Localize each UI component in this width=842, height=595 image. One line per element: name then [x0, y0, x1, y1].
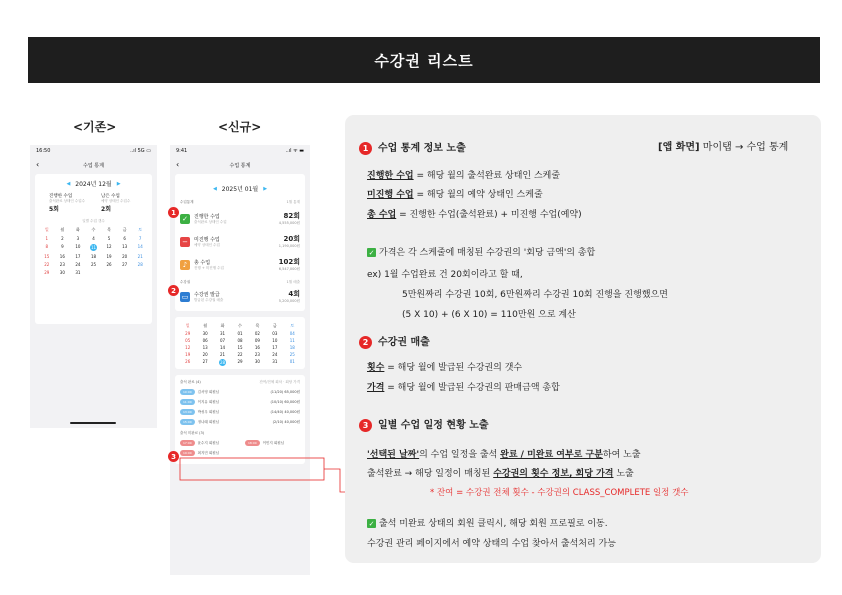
back-icon[interactable]: ‹ [36, 160, 40, 169]
calendar-day[interactable]: 15 [44, 254, 50, 259]
weekday-label: 화 [75, 227, 80, 232]
s1-example-3: (5 X 10) + (6 X 10) = 110만원 으로 계산 [402, 310, 576, 320]
calendar-day[interactable]: 13 [122, 244, 128, 249]
cal-label: 일별 수업 갯수 [82, 219, 105, 223]
check-icon: ✓ [368, 248, 375, 257]
check-icon: ✓ [180, 214, 190, 224]
schedule-row[interactable]: 11:00 이지유 회원님 (10/10) 60,000원 [175, 397, 305, 407]
ticket-icon: ▭ [181, 292, 189, 301]
s2-line-2: 가격 = 해당 월에 발급된 수강권의 판매금액 총합 [367, 383, 560, 393]
calendar-day[interactable]: 08 [237, 338, 243, 343]
s3-red-note: * 잔여 = 수강권 전체 횟수 - 수강권의 CLASS_COMPLETE 일정 갯수 [430, 488, 689, 498]
calendar-day[interactable]: 25 [90, 262, 97, 267]
calendar-day[interactable]: 23 [59, 262, 65, 267]
calendar-day[interactable]: 09 [254, 338, 260, 343]
schedule-row[interactable]: 15:00 정나래 회원님 (2/10) 40,000원 [175, 417, 305, 427]
calendar-day[interactable]: 9 [61, 244, 64, 249]
calendar-day[interactable]: 31 [75, 270, 81, 275]
calendar-day[interactable]: 20 [122, 254, 128, 259]
calendar-day[interactable]: 17 [272, 345, 278, 350]
calendar-day[interactable]: 22 [44, 262, 50, 267]
sales-row[interactable]: ▭ 수강권 발급 발급된 수강권 매출 4회 5,200,000원 [181, 290, 300, 303]
calendar-day[interactable]: 30 [202, 331, 208, 336]
calendar-day[interactable]: 07 [220, 338, 226, 343]
badge-1-icon: 1 [359, 142, 372, 155]
badge-3: 3 [168, 451, 179, 462]
status-bar: 9:41 ..ıl ᯤ ▬ [176, 148, 304, 154]
bell-icon: ♪ [180, 260, 190, 270]
calendar-day[interactable]: 28 [137, 262, 143, 267]
calendar-day[interactable]: 27 [202, 359, 208, 364]
calendar-day[interactable]: 10 [272, 338, 278, 343]
calendar-day[interactable]: 4 [92, 236, 95, 241]
pending-header: 출석 미완료 (3) [180, 431, 205, 435]
stat-row[interactable]: ♪ 총 수업 진행 + 미진행 수업 102회 6,547,000원 [175, 253, 305, 276]
calendar-day[interactable]: 2 [61, 236, 64, 241]
calendar-day[interactable]: 16 [59, 254, 65, 259]
weekday-label: 월 [60, 227, 65, 232]
calendar-day[interactable]: 21 [137, 254, 143, 259]
calendar-day[interactable]: 19 [185, 352, 191, 357]
weekday-label: 일 [44, 227, 49, 232]
weekday-label: 목 [107, 227, 111, 232]
s2-line-1: 횟수 = 해당 월에 발급된 수강권의 갯수 [367, 363, 523, 373]
page-title: 수강권 리스트 [374, 51, 474, 70]
s1-line-3: 총 수업 = 진행한 수업(출석완료) + 미진행 수업(예약) [367, 210, 582, 220]
pending-row[interactable]: 17:00 윤수지 회원님 [175, 438, 240, 448]
weekday-label: 화 [220, 323, 225, 328]
calendar-day[interactable]: 24 [272, 352, 278, 357]
status-bar: 16:50 ..ıl 5G ▭ [36, 148, 151, 154]
weekday-label: 토 [138, 227, 143, 232]
calendar-day[interactable]: 3 [76, 236, 80, 241]
prev-month-icon[interactable]: ◀ [212, 185, 217, 192]
calendar-day[interactable]: 26 [185, 359, 191, 364]
weekday-label: 월 [203, 323, 208, 328]
s1-example-1: ex) 1월 수업완료 건 20회이라고 할 때, [367, 270, 523, 280]
weekday-label: 목 [255, 323, 260, 328]
nav-bar: ‹ 수업 통계 [176, 160, 251, 169]
badge-2: 2 [168, 285, 179, 296]
s3-check: ✓ 출석 미완료 상태의 회원 클릭시, 해당 회원 프로필로 이동. [368, 519, 608, 529]
calendar-day[interactable]: 19 [106, 254, 112, 259]
weekday-label: 토 [290, 323, 295, 328]
calendar-day[interactable]: 30 [254, 359, 260, 364]
pending-row[interactable]: 18:00 이민지 회원님 [240, 438, 305, 448]
calendar-day[interactable]: 26 [106, 262, 112, 267]
section-2-title: 2 수강권 매출 [359, 333, 430, 349]
check-icon: ✓ [368, 519, 375, 528]
calendar-day[interactable]: 18 [90, 254, 97, 259]
calendar-day[interactable]: 31 [272, 359, 278, 364]
calendar-day[interactable]: 14 [220, 345, 226, 350]
calendar-day[interactable]: 18 [289, 345, 295, 350]
new-label: <신규> [218, 120, 262, 134]
stat-row[interactable]: − 미진행 수업 예약 상태인 수업 20회 1,190,000원 [175, 230, 305, 253]
app-location: [앱 화면] 마이탭 → 수업 통계 [658, 142, 789, 153]
calendar-day[interactable]: 22 [237, 352, 243, 357]
s3-line-2: 출석완료 → 해당 일정이 매칭된 수강권의 횟수 정보, 회당 가격 노출 [367, 469, 634, 479]
weekday-label: 수 [238, 323, 242, 328]
next-month-icon[interactable]: ▶ [116, 180, 121, 187]
schedule-row[interactable]: 10:00 김서영 회원님 (11/20) 65,000원 [175, 387, 305, 397]
calendar-day[interactable]: 29 [185, 331, 191, 336]
s1-line-1: 진행한 수업 = 해당 월의 출석완료 상태인 스케줄 [367, 171, 561, 181]
calendar-day[interactable]: 6 [123, 236, 126, 241]
minus-icon: − [180, 237, 190, 247]
calendar-day[interactable]: 29 [237, 359, 243, 364]
calendar-day[interactable]: 03 [272, 331, 278, 336]
month-nav: ◀ 2025년 01월 ▶ [212, 185, 268, 193]
calendar-day[interactable]: 11 [90, 245, 97, 250]
calendar-day[interactable]: 14 [137, 244, 143, 249]
calendar-day[interactable]: 1 [45, 236, 49, 241]
weekday-label: 금 [122, 227, 127, 232]
month-nav: ◀ 2024년 12월 ▶ [66, 180, 121, 188]
calendar-day[interactable]: 12 [185, 345, 191, 350]
calendar-day[interactable]: 29 [44, 270, 50, 275]
weekday-label: 금 [272, 323, 277, 328]
calendar-day[interactable]: 28 [220, 360, 226, 365]
nav-bar: ‹ 수업 통계 [36, 160, 104, 169]
calendar-day[interactable]: 17 [75, 254, 81, 259]
badge-1: 1 [168, 207, 179, 218]
calendar-day[interactable]: 30 [59, 270, 65, 275]
calendar-day[interactable]: 24 [75, 262, 81, 267]
s1-line-2: 미진행 수업 = 해당 월의 예약 상태인 스케줄 [367, 190, 543, 200]
section-3-title: 3 일별 수업 일정 현황 노출 [359, 416, 489, 432]
calendar-day[interactable]: 5 [107, 236, 111, 241]
weekday-label: 일 [185, 323, 190, 328]
stat-row[interactable]: ✓ 진행한 수업 출석완료 상태인 수업 82회 4,555,000원 [175, 207, 305, 230]
s3-line-1: '선택된 날짜'의 수업 일정을 출석 완료 / 미완료 여부로 구분하여 노출 [367, 450, 641, 460]
calendar-day[interactable]: 15 [237, 345, 243, 350]
calendar-day[interactable]: 04 [289, 331, 295, 336]
stat-header: 수업통계 1월 통계 [180, 200, 300, 204]
next-month-icon[interactable]: ▶ [263, 185, 268, 192]
calendar-day[interactable]: 12 [106, 244, 112, 249]
old-stat-done: 진행한 수업 출석완료 상태인 수업수 5회 [49, 194, 86, 213]
s3-last: 수강권 관리 페이지에서 예약 상태의 수업 찾아서 출석처리 가능 [367, 539, 616, 549]
calendar-day[interactable]: 02 [254, 331, 260, 336]
badge-3-icon: 3 [359, 419, 372, 432]
calendar-day[interactable]: 8 [45, 244, 49, 249]
calendar-day[interactable]: 27 [122, 262, 128, 267]
pending-row[interactable]: 19:00 최지민 회원님 [175, 448, 240, 458]
calendar-day[interactable]: 05 [185, 338, 191, 343]
back-icon[interactable]: ‹ [176, 160, 180, 169]
calendar-day[interactable]: 21 [220, 352, 226, 357]
done-header: 출석 완료 (4) 잔여/전체 회차 · 회당 가격 [180, 380, 300, 384]
s1-note: ✓ 가격은 각 스케줄에 매칭된 수강권의 '회당 금액'의 총합 [368, 248, 596, 258]
calendar-day[interactable]: 13 [202, 345, 208, 350]
calendar-day[interactable]: 06 [202, 338, 208, 343]
calendar-day[interactable]: 01 [237, 331, 243, 336]
calendar-day[interactable]: 20 [202, 352, 208, 357]
s1-example-2: 5만원짜리 수강권 10회, 6만원짜리 수강권 10회 진행을 진행했으면 [402, 290, 668, 300]
old-label: <기존> [73, 120, 117, 134]
description-panel [345, 115, 821, 563]
old-stat-remaining: 남은 수업 예약 상태인 수업수 2회 [101, 194, 131, 213]
calendar-day[interactable]: 11 [289, 338, 295, 343]
schedule-row[interactable]: 13:00 박성우 회원님 (14/40) 40,000원 [175, 407, 305, 417]
calendar-day[interactable]: 10 [75, 244, 81, 249]
weekday-label: 수 [91, 227, 96, 232]
calendar-day[interactable]: 25 [289, 352, 295, 357]
calendar-day[interactable]: 16 [254, 345, 260, 350]
sales-header: 수강권 1월 매출 [180, 280, 300, 284]
calendar-day[interactable]: 01 [289, 359, 295, 364]
badge-2-icon: 2 [359, 336, 372, 349]
section-1-title: 1 수업 통계 정보 노출 [359, 139, 466, 155]
calendar-day[interactable]: 23 [254, 352, 260, 357]
prev-month-icon[interactable]: ◀ [66, 180, 71, 187]
calendar-day[interactable]: 7 [138, 236, 142, 241]
calendar-day[interactable]: 31 [220, 331, 226, 336]
